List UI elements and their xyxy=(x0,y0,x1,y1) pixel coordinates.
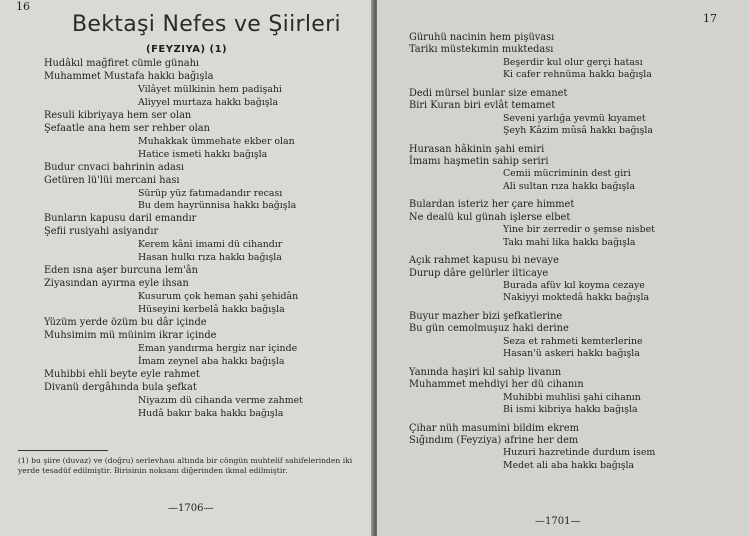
verse-line: Bu dem hayrünnisa hakkı bağışla xyxy=(138,200,297,212)
verse-line: Cemii mücriminin dest giri xyxy=(503,168,631,180)
verse-line: Ki cafer rehnüma hakkı bağışla xyxy=(503,69,652,81)
verse-line: Hasan hulkı rıza hakkı bağışla xyxy=(138,252,282,264)
footnote-rule xyxy=(18,450,108,451)
footnote: (1) bu şiire (duvaz) ve (doğru) serlevhası altında bir cöngün muhtelif sahifelerinden iki yerde tesadüf edilmiştir. Birisinin noksanı diğerinden ikmal edilmiştir. xyxy=(18,456,353,475)
verse-line: Ziyasından ayırma eyle ihsan xyxy=(44,278,189,290)
book-title: Bektaşi Nefes ve Şiirleri xyxy=(72,12,341,37)
verse-line: Aliyyel murtaza hakkı bağışla xyxy=(138,96,279,108)
folio-right: —1701— xyxy=(535,516,581,527)
verse-line: Muhammet Mustafa hakkı bağışla xyxy=(44,70,214,82)
verse-line: Muhakkak ümmehate ekber olan xyxy=(138,135,295,147)
verse-line: Bi ismi kibriya hakkı bağışla xyxy=(503,404,638,415)
left-page xyxy=(0,0,374,536)
verse-line: Açık rahmet kapusu bi nevaye xyxy=(409,255,559,267)
verse-line: Muhammet mehdiyi her dü cihanın xyxy=(409,379,584,391)
verse-line: İmam zeynel aba hakkı bağışla xyxy=(138,355,285,367)
verse-line: Bu gün cemolmuşuz haki derine xyxy=(409,323,569,335)
verse-line: Resuli kibriyaya hem ser olan xyxy=(44,109,192,121)
verse-line: Tarikı müstekımin muktedası xyxy=(409,44,554,56)
verse-line: Hudâkıl mağfiret cümle günahı xyxy=(44,58,200,69)
verse-line: Medet ali aba hakkı bağışla xyxy=(503,459,635,471)
verse-line: Beşerdir kul olur gerçi hatası xyxy=(503,56,643,68)
verse-line: Dedi mürsel bunlar size emanet xyxy=(409,87,568,99)
verse-line: Muhibbi ehli beyte eyle rahmet xyxy=(44,368,200,380)
verse-line: Divanü dergâhında bula şefkat xyxy=(44,381,197,393)
verse-line: Güruhü nacinin hem pişüvası xyxy=(409,32,555,43)
verse-line: Vilâyet mülkinin hem padişahi xyxy=(138,83,282,95)
verse-line: Getüren lü'lüi mercani hası xyxy=(44,174,180,186)
page-number-right: 17 xyxy=(703,12,717,25)
verse-line: Buyur mazher bizi şefkatlerine xyxy=(409,311,563,322)
verse-line: Bunların kapusu daril emandır xyxy=(44,213,197,225)
verse-line: Şefii rusiyahi asiyandır xyxy=(44,226,159,238)
verse-line: Nakiyyi moktedâ hakkı bağışla xyxy=(503,292,650,304)
verse-line: Bulardan isteriz her çare himmet xyxy=(409,199,575,211)
poem-subtitle: (FEYZIYA) (1) xyxy=(146,44,228,55)
verse-line: Ne dealü kul günah işlerse elbet xyxy=(409,211,571,223)
verse-line: Hudâ bakır baka hakkı bağışla xyxy=(138,407,284,419)
verse-line: Muhibbi muhlisi şahi cihanın xyxy=(503,391,641,403)
verse-line: Hatice ismeti hakkı bağışla xyxy=(138,148,268,160)
verse-line: Sığındım (Feyziya) afrine her dem xyxy=(409,435,579,446)
verse-line: Muhsimim mü müinim ikrar içinde xyxy=(44,329,217,341)
verse-line: Hasan'ü askeri hakkı bağışla xyxy=(503,348,640,360)
verse-line: İmamı haşmetin sahip seriri xyxy=(409,156,549,167)
verse-line: Kerem kâni imami dü cihandır xyxy=(138,239,283,251)
verse-line: Hüseyini kerbelâ hakkı bağışla xyxy=(138,304,285,316)
verse-line: Durup dâre gelürler ilticaye xyxy=(409,267,549,279)
verse-line: Takı mahi lika hakkı bağışla xyxy=(503,236,636,248)
verse-line: Biri Kuran biri evlât temamet xyxy=(409,100,556,112)
verse-line: Yine bir zerredir o şemse nisbet xyxy=(503,224,655,236)
verse-line: Ali sultan rıza hakkı bağışla xyxy=(503,180,635,192)
verse-line: Eden ısna aşer burcuna lem'ân xyxy=(44,265,198,277)
verse-line: Burada afüv kıl koyma cezaye xyxy=(503,280,645,291)
verse-line: Hurasan hâkinin şahi emiri xyxy=(409,143,545,155)
verse-line: Seza et rahmeti kemterlerine xyxy=(503,335,643,347)
right-page xyxy=(377,0,749,536)
verse-line: Niyazım dü cihanda verme zahmet xyxy=(138,394,303,406)
verse-line: Eman yandırma hergiz nar içinde xyxy=(138,342,298,354)
verse-line: Huzuri hazretinde durdum isem xyxy=(503,447,656,459)
verse-line: Şefaatle ana hem ser rehber olan xyxy=(44,122,210,134)
verse-line: Şeyh Kâzim mûsâ hakkı bağışla xyxy=(503,125,653,136)
verse-line: Çihar nüh masumini bildim ekrem xyxy=(409,422,579,434)
page-number-left: 16 xyxy=(16,0,30,13)
folio-left: —1706— xyxy=(168,503,214,514)
verse-line: Sürüp yüz fatımadandır recası xyxy=(138,187,283,199)
verse-line: Seveni yarlığa yevmü kıyamet xyxy=(503,112,646,124)
verse-line: Budur cnvaci bahrinin adası xyxy=(44,161,185,173)
verse-line: Yüzüm yerde özüm bu dâr içinde xyxy=(44,317,207,328)
verse-line: Kusurum çok heman şahi şehidân xyxy=(138,291,299,303)
verse-line: Yanında haşiri kıl sahip livanın xyxy=(409,366,562,378)
